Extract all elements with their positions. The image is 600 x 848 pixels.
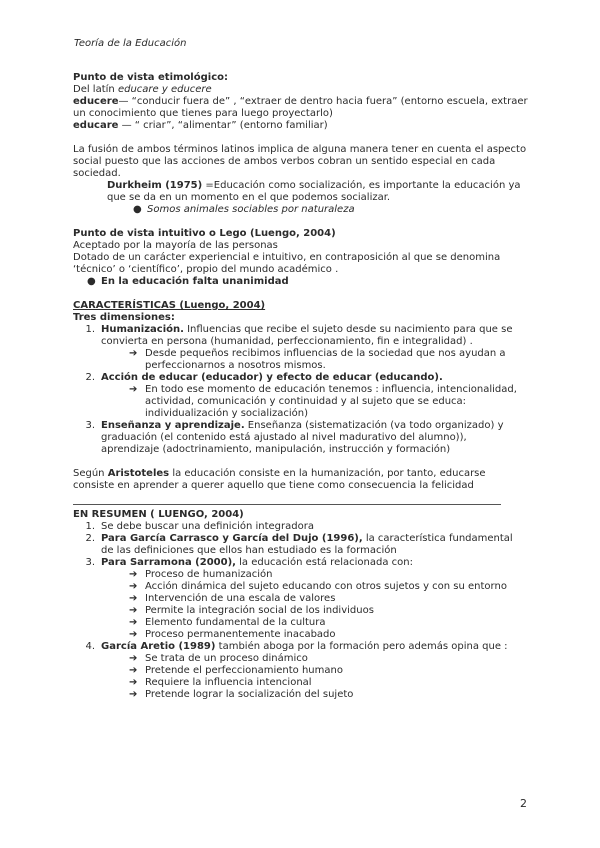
bullet-icon: ● xyxy=(133,204,142,215)
resumen-arrow: ➔ Pretende lograr la socialización del sujeto xyxy=(129,689,354,700)
intuitivo-bullet: ● En la educación falta unanimidad xyxy=(87,276,289,287)
arrow-icon: ➔ xyxy=(129,665,138,676)
divider xyxy=(73,504,501,505)
intuitivo-line1: Aceptado por la mayoría de las personas xyxy=(73,240,278,251)
fusion-bullet: ● Somos animales sociables por naturaleza xyxy=(133,204,355,215)
resumen-arrow: ➔ Requiere la influencia intencional xyxy=(129,677,312,688)
resumen-arrow: ➔ Elemento fundamental de la cultura xyxy=(129,617,326,628)
caracteristicas-subheading: Tres dimensiones: xyxy=(73,312,175,323)
resumen-item: 3. Para Sarramona (2000), la educación está relacionada con: xyxy=(85,557,413,568)
arrow-icon: ➔ xyxy=(129,581,138,592)
resumen-arrow: ➔ Acción dinámica del sujeto educando con otros sujetos y con su entorno xyxy=(129,581,507,592)
bullet-icon: ● xyxy=(87,276,96,287)
caracteristica-item: 2. Acción de educar (educador) y efecto de educar (educando). xyxy=(85,372,443,383)
arrow-icon: ➔ xyxy=(129,629,138,640)
arrow-icon: ➔ xyxy=(129,348,138,359)
resumen-arrow: ➔ Pretende el perfeccionamiento humano xyxy=(129,665,343,676)
page-content xyxy=(73,72,528,701)
resumen-arrow: ➔ Proceso permanentemente inacabado xyxy=(129,629,336,640)
caracteristicas-heading: CARACTERÍSTICAS (Luengo, 2004) xyxy=(73,300,266,311)
resumen-arrow: ➔ Permite la integración social de los individuos xyxy=(129,605,374,616)
etimo-educere: educere— “conducir fuera de” , “extraer de dentro hacia fuera” (entorno escuela, extraer un conocimiento que tienes para luego proyectarlo) xyxy=(73,96,528,119)
page-number: 2 xyxy=(520,797,527,810)
caracteristica-item: 3. Enseñanza y aprendizaje. Enseñanza (sistematización (va todo organizado) y graduación (el contenido está ajustado al nivel madurativo del alumno)), aprendizaje (adoctrinamiento, manipulación, instrucción y formación) xyxy=(85,420,504,455)
arrow-icon: ➔ xyxy=(129,653,138,664)
intuitivo-heading: Punto de vista intuitivo o Lego (Luengo, 2004) xyxy=(73,228,336,239)
aristoteles-paragraph: Según Aristoteles la educación consiste en la humanización, por tanto, educarse consiste en aprender a querer aquello que tiene como consecuencia la felicidad xyxy=(73,468,486,491)
resumen-item: 1. Se debe buscar una definición integradora xyxy=(85,521,314,532)
arrow-icon: ➔ xyxy=(129,689,138,700)
arrow-icon: ➔ xyxy=(129,569,138,580)
resumen-arrow: ➔ Se trata de un proceso dinámico xyxy=(129,653,308,664)
arrow-icon: ➔ xyxy=(129,677,138,688)
resumen-arrow: ➔ Proceso de humanización xyxy=(129,569,273,580)
caracteristica-item: 1. Humanización. Influencias que recibe el sujeto desde su nacimiento para que se convierta en persona (humanidad, perfeccionamiento, fin e integralidad) . xyxy=(85,324,513,347)
caracteristica-arrow: ➔ Desde pequeños recibimos influencias de la sociedad que nos ayudan a perfeccionarnos a nosotros mismos. xyxy=(129,348,506,371)
resumen-arrow: ➔ Intervención de una escala de valores xyxy=(129,593,336,604)
arrow-icon: ➔ xyxy=(129,384,138,395)
etimo-heading: Punto de vista etimológico: xyxy=(73,72,228,83)
resumen-item: 2. Para García Carrasco y García del Dujo (1996), la característica fundamental de las definiciones que ellos han estudiado es la formación xyxy=(85,533,513,556)
resumen-item: 4. García Aretio (1989) también aboga por la formación pero además opina que : xyxy=(85,641,508,652)
resumen-heading: EN RESUMEN ( LUENGO, 2004) xyxy=(73,509,244,520)
etimo-educare: educare — “ criar”, “alimentar” (entorno familiar) xyxy=(73,120,328,131)
caracteristica-arrow: ➔ En todo ese momento de educación tenemos : influencia, intencionalidad, actividad, comunicación y continuidad y al sujeto que se educa: individualización y socialización) xyxy=(129,384,517,419)
page-header: Teoría de la Educación xyxy=(74,38,187,49)
arrow-icon: ➔ xyxy=(129,593,138,604)
arrow-icon: ➔ xyxy=(129,605,138,616)
arrow-icon: ➔ xyxy=(129,617,138,628)
etimo-latin: Del latín educare y educere xyxy=(73,84,212,95)
intuitivo-line2: Dotado de un carácter experiencial e intuitivo, en contraposición al que se denomina ‘técnico’ o ‘científico’, propio del mundo académico . xyxy=(73,252,501,275)
durkheim-paragraph: Durkheim (1975) =Educación como socialización, es importante la educación ya que se da en un momento en el que podemos socializar. xyxy=(107,180,521,203)
fusion-paragraph: La fusión de ambos términos latinos implica de alguna manera tener en cuenta el aspecto social puesto que las acciones de ambos verbos cobran un sentido especial en cada sociedad. xyxy=(73,144,527,179)
